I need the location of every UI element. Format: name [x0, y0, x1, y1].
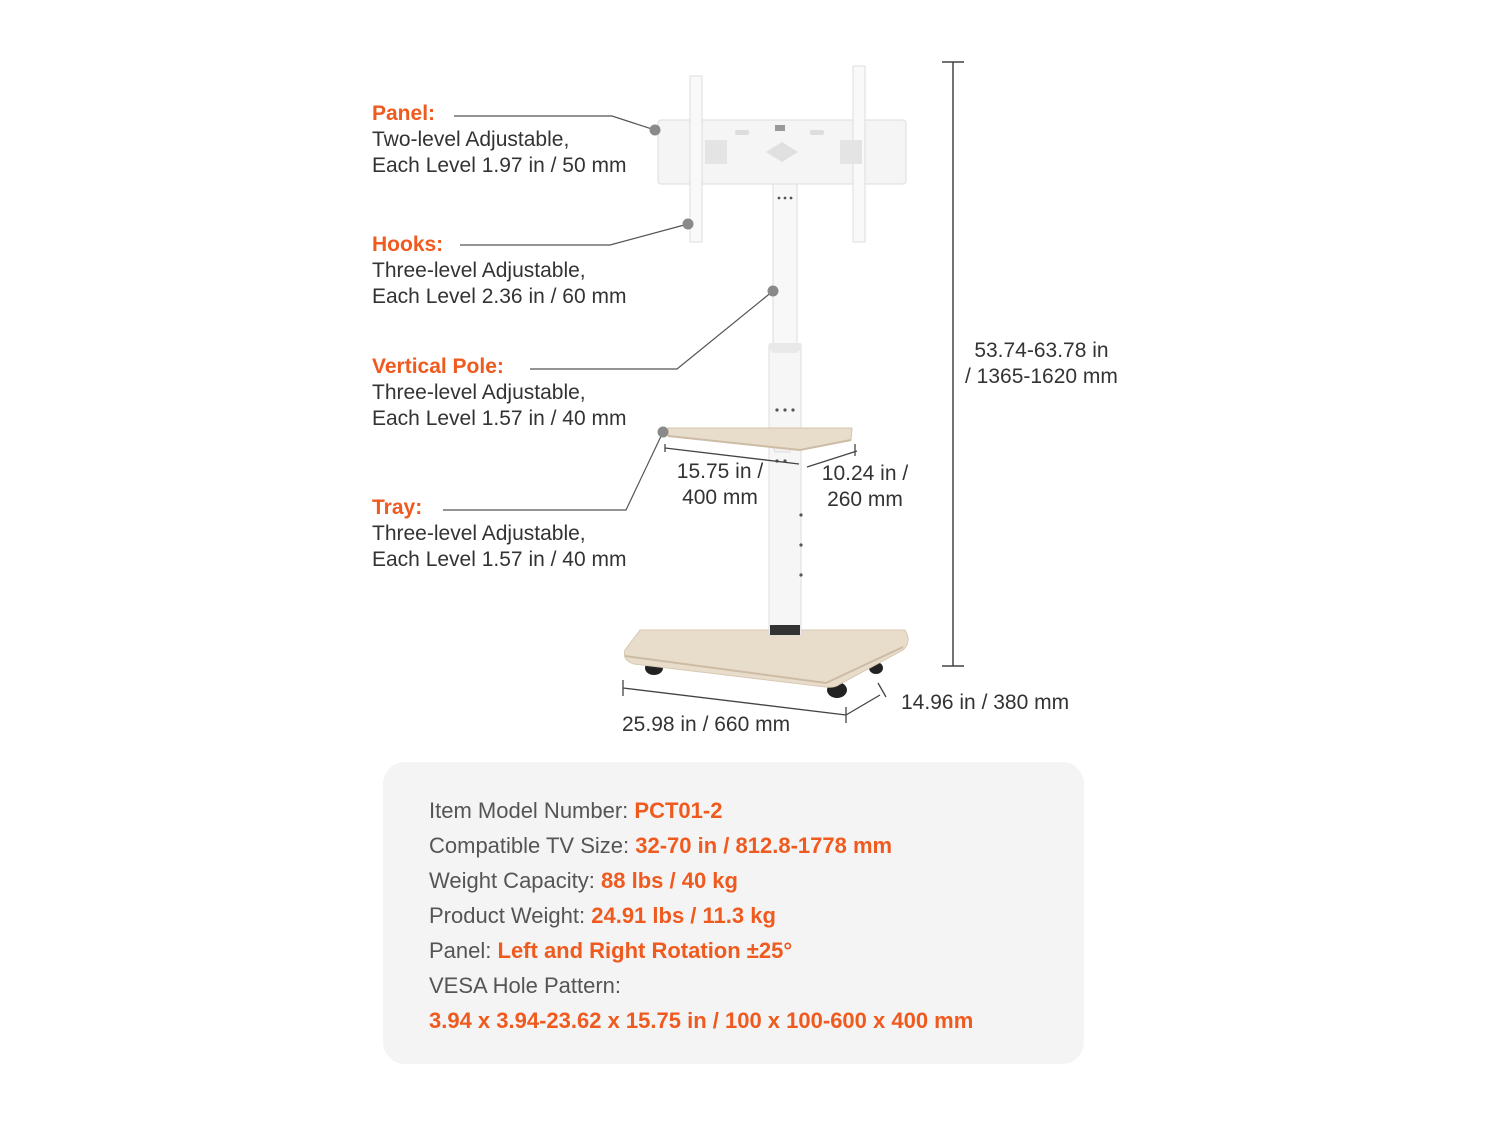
spec-model [429, 796, 722, 826]
panel-callout-line2: Each Level 1.97 in / 50 mm [372, 154, 627, 177]
spec-panel-rotation [429, 936, 792, 966]
panel-callout [372, 101, 626, 179]
hooks-callout-line2: Each Level 2.36 in / 60 mm [372, 285, 627, 308]
base-depth-label: 14.96 in / 380 mm [901, 691, 1070, 714]
spec-panel-value: Left and Right Rotation ±25° [497, 938, 793, 963]
tray-depth-line1: 10.24 in / [821, 462, 909, 485]
spec-model-label: Item Model Number: [429, 798, 635, 823]
tray-callout [372, 495, 626, 573]
spec-vesa-value: 3.94 x 3.94-23.62 x 15.75 in / 100 x 100-600 x 400 mm [429, 1008, 974, 1033]
spec-model-value: PCT01-2 [634, 798, 723, 823]
height-dimension-line1: 53.74-63.78 in [974, 339, 1109, 362]
spec-tv-size [429, 831, 892, 861]
spec-capacity-value: 88 lbs / 40 kg [601, 868, 738, 893]
spec-weight [429, 901, 776, 931]
height-dimension-line [942, 62, 964, 666]
hooks-callout [372, 232, 626, 310]
spec-tv-size-label: Compatible TV Size: [429, 833, 636, 858]
spec-panel-label: Panel: [429, 938, 498, 963]
hooks-callout-line1: Three-level Adjustable, [372, 259, 586, 282]
spec-capacity [429, 866, 738, 896]
base-width-label: 25.98 in / 660 mm [622, 713, 791, 736]
stand-base [624, 630, 908, 698]
tray-callout-line1: Three-level Adjustable, [372, 522, 586, 545]
tray-depth-line2: 260 mm [827, 488, 903, 511]
spec-capacity-label: Weight Capacity: [429, 868, 602, 893]
panel-callout-title: Panel: [372, 102, 436, 125]
tray [668, 428, 852, 452]
pole-callout-line2: Each Level 1.57 in / 40 mm [372, 407, 627, 430]
vertical-pole [769, 182, 803, 635]
tray-depth-label [815, 461, 915, 513]
panel-callout-line1: Two-level Adjustable, [372, 128, 570, 151]
tray-width-label [670, 459, 770, 511]
tray-callout-line2: Each Level 1.57 in / 40 mm [372, 548, 627, 571]
height-dimension-line2: / 1365-1620 mm [965, 365, 1118, 388]
pole-callout-title: Vertical Pole: [372, 355, 504, 378]
tray-width-line2: 400 mm [682, 486, 758, 509]
tray-width-line1: 15.75 in / [676, 460, 764, 483]
hooks-callout-title: Hooks: [372, 233, 444, 256]
tray-callout-title: Tray: [372, 496, 423, 519]
spec-vesa-label: VESA Hole Pattern: [429, 973, 621, 998]
spec-weight-value: 24.91 lbs / 11.3 kg [591, 903, 776, 928]
pole-callout-line1: Three-level Adjustable, [372, 381, 586, 404]
height-dimension-label [965, 338, 1118, 390]
pole-callout [372, 354, 626, 432]
spec-tv-size-value: 32-70 in / 812.8-1778 mm [635, 833, 893, 858]
spec-weight-label: Product Weight: [429, 903, 592, 928]
